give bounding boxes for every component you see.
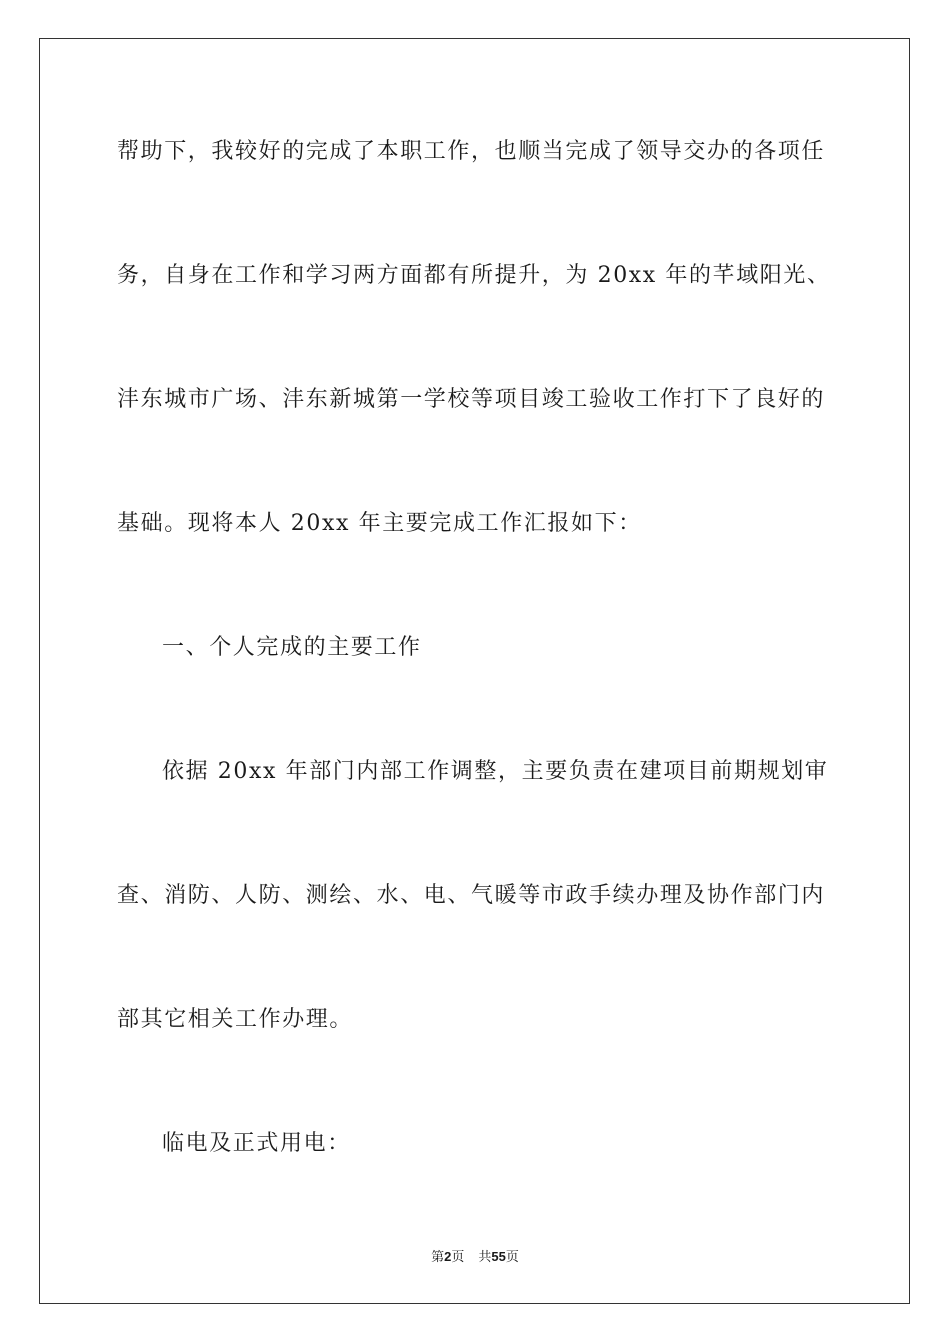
paragraph-line-2: 务，自身在工作和学习两方面都有所提升，为 20xx 年的芊域阳光、 xyxy=(117,263,831,288)
subheading-electricity: 临电及正式用电： xyxy=(162,1131,351,1156)
page-border xyxy=(39,38,910,1304)
paragraph-line-6: 依据 20xx 年部门内部工作调整，主要负责在建项目前期规划审 xyxy=(162,759,829,784)
footer-page-suffix: 页 xyxy=(451,1250,465,1265)
footer-total-pages: 55 xyxy=(491,1249,506,1264)
paragraph-line-8: 部其它相关工作办理。 xyxy=(117,1007,354,1032)
paragraph-line-3: 沣东城市广场、沣东新城第一学校等项目竣工验收工作打下了良好的 xyxy=(117,387,826,412)
footer-page-prefix: 第 xyxy=(431,1250,445,1265)
paragraph-line-7: 查、消防、人防、测绘、水、电、气暖等市政手续办理及协作部门内 xyxy=(117,883,826,908)
footer-total-suffix: 页 xyxy=(505,1250,519,1265)
footer-total-prefix: 共 xyxy=(478,1250,492,1265)
footer-page-number: 2 xyxy=(444,1249,452,1264)
paragraph-line-4: 基础。现将本人 20xx 年主要完成工作汇报如下： xyxy=(117,511,642,536)
paragraph-line-1: 帮助下，我较好的完成了本职工作，也顺当完成了领导交办的各项任 xyxy=(117,139,826,164)
page-footer xyxy=(0,1248,950,1267)
section-heading: 一、个人完成的主要工作 xyxy=(162,635,422,660)
